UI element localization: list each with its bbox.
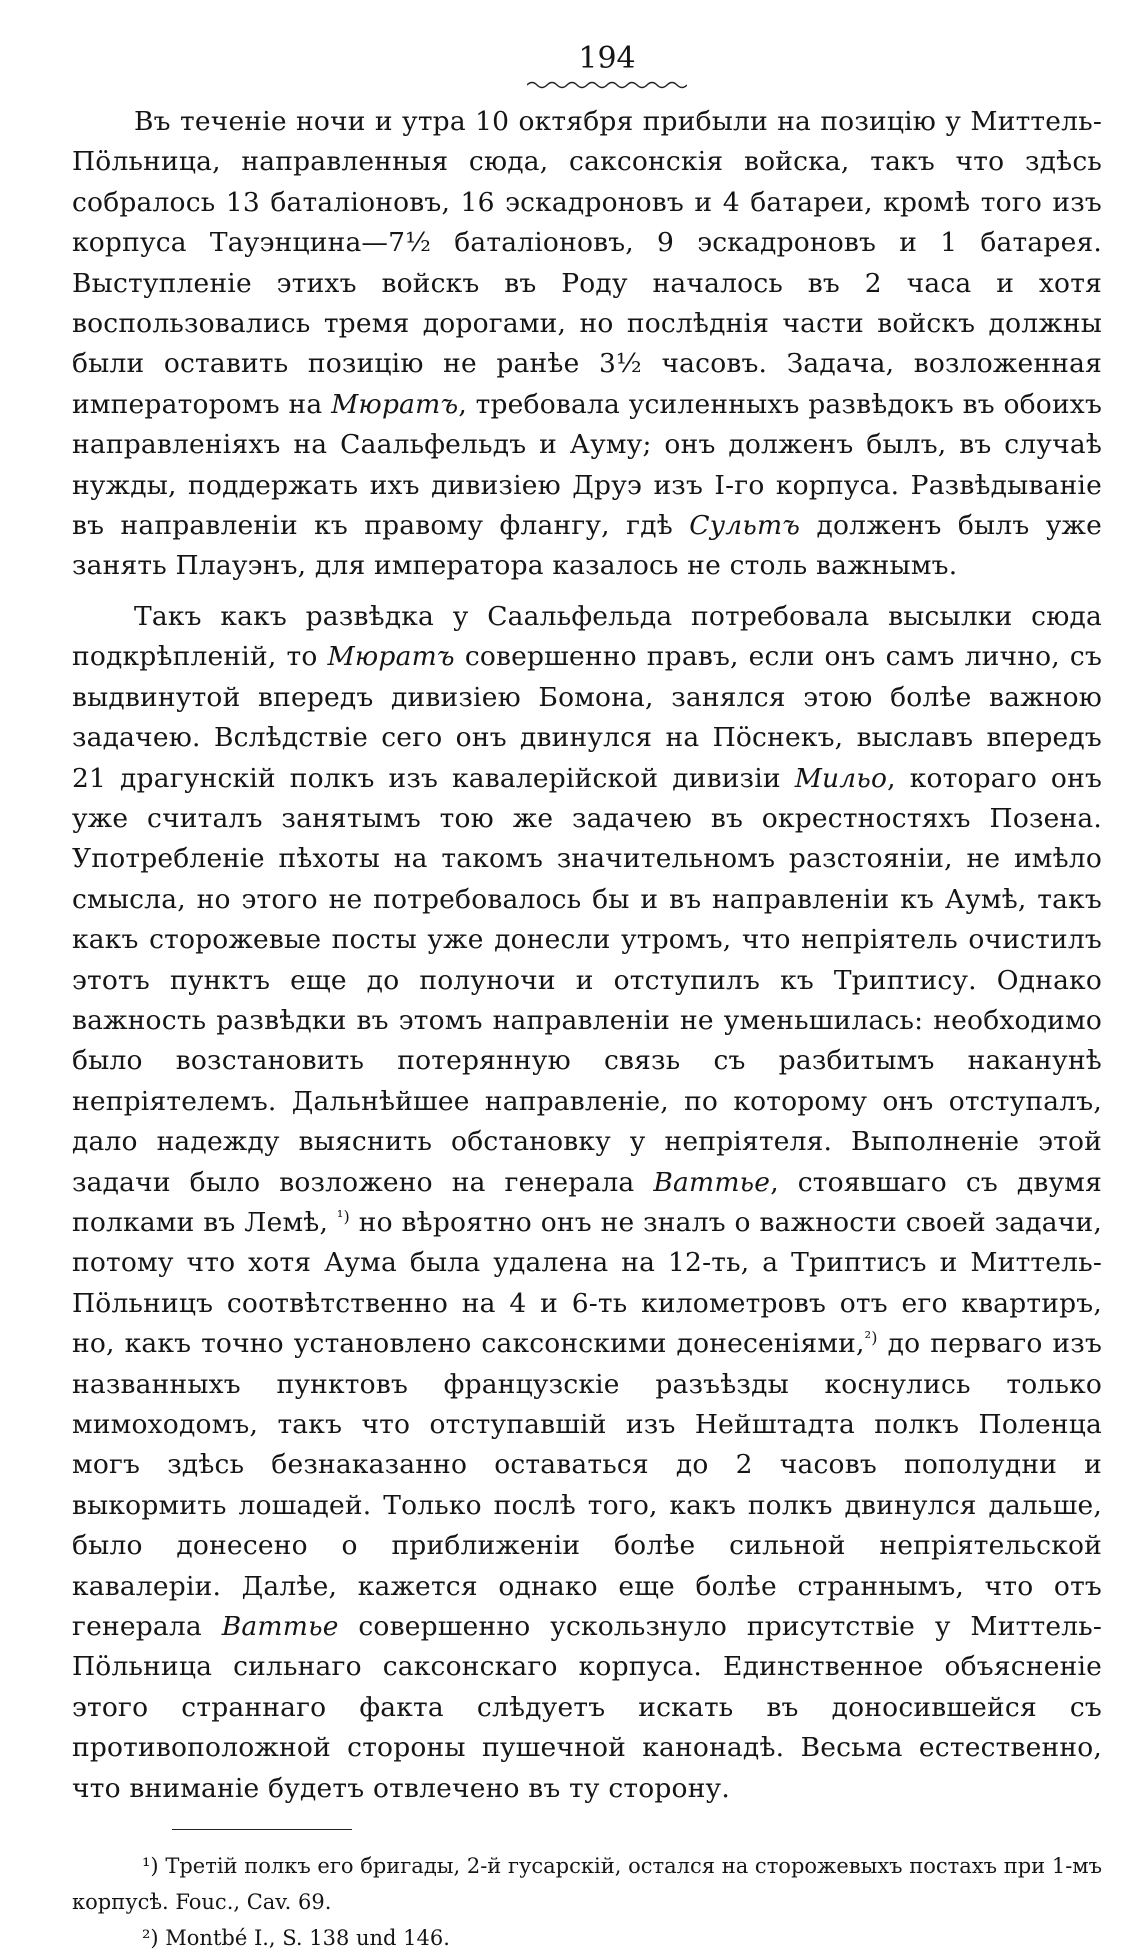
person-name: Мюратъ: [331, 388, 459, 420]
text-segment: , требовала усиленныхъ развѣдокъ въ обоихъ направленіяхъ на Саальфельдъ и Ауму; онъ долженъ былъ, въ случаѣ нужды, поддержать ихъ дивизіею Друэ изъ I-го корпуса. Развѣдываніе въ направленіи къ правому флангу, гдѣ: [72, 388, 1103, 542]
text-segment: Въ теченіе ночи и утра 10 октября прибыли на позицію у Миттель-Пöльница, направленныя сюда, саксонскія войска, такъ что здѣсь собралось 13 баталіоновъ, 16 эскадроновъ и 4 батареи, кромѣ того изъ корпуса Тауэнцина—7½ баталіоновъ, 9 эскадроновъ и 1 батарея. Выступленіе этихъ войскъ въ Роду началось въ 2 часа и хотя воспользовались тремя дорогами, но послѣднія части войскъ должны были оставить позицію не ранѣе 3½ часовъ. Задача, возложенная императоромъ на: [72, 106, 1102, 420]
footnote-ref-1: ¹): [336, 1206, 350, 1226]
wavy-ornament-icon: [527, 80, 687, 90]
text-segment: совершенно правъ, если онъ самъ лично, съ выдвинутой впередъ дивизіею Бомона, занялся этою болѣе важною задачею. Вслѣдствіе сего онъ двинулся на Пöснекъ, выславъ впередъ 21 драгунскій полкъ изъ кавалерійской дивизіи: [72, 641, 1103, 794]
book-page: [72, 40, 1102, 1956]
text-segment: Такъ какъ развѣдка у Саальфельда потребовала высылки сюда подкрѣпленій, то: [72, 600, 1102, 673]
person-name: Ваттье: [653, 1166, 771, 1198]
text-segment: до перваго изъ названныхъ пунктовъ французскіе разъѣзды коснулись только мимоходомъ, такъ что отступавшій изъ Нейштадта полкъ Поленца могъ здѣсь безнаказанно оставаться до 2 часовъ пополудни и выкормить лошадей. Только послѣ того, какъ полкъ двинулся дальше, было донесено о приближеніи болѣе сильной непріятельской кавалеріи. Далѣе, кажется однако еще болѣе страннымъ, что отъ генерала: [72, 1328, 1103, 1643]
footnote-ref-2: ²): [864, 1328, 878, 1348]
person-name: Мюратъ: [327, 641, 455, 673]
text-segment: но вѣроятно онъ не зналъ о важности своей задачи, потому что хотя Аума была удалена на 12-ть, а Триптисъ и Миттель-Пöльницъ соотвѣтственно на 4 и 6-ть километровъ отъ его квартиръ, но, какъ точно установлено саксонскими донесеніями,: [72, 1206, 1103, 1360]
footnote-1: ¹) Третій полкъ его бригады, 2-й гусарскій, остался на сторожевыхъ постахъ при 1-мъ корпусѣ. Fouc., Cav. 69.: [72, 1854, 1102, 1915]
text-segment: , котораго онъ уже считалъ занятымъ тою же задачею въ окрестностяхъ Позена. Употребленіе пѣхоты на такомъ значительномъ разстояніи, не имѣло смысла, но этого не потребовалось бы и въ направленіи къ Аумѣ, такъ какъ сторожевые посты уже донесли утромъ, что непріятель очистилъ этотъ пунктъ еще до полуночи и отступилъ къ Триптису. Однако важность развѣдки въ этомъ направленіи не уменьшилась: необходимо было возстановить потерянную связь съ разбитымъ наканунѣ непріятелемъ. Дальнѣйшее направленіе, по которому онъ отступалъ, дало надежду выяснить обстановку у непріятеля. Выполненіе этой задачи было возложено на генерала: [72, 762, 1103, 1198]
main-text: [72, 102, 1102, 1809]
person-name: Мильо: [794, 762, 888, 794]
footnotes: [72, 1848, 1102, 1956]
person-name: Сультъ: [689, 510, 801, 542]
text-segment: , стоявшаго съ двумя полками въ Лемѣ,: [72, 1166, 1102, 1238]
text-segment: совершенно ускользнуло присутствіе у Миттель-Пöльница сильнаго саксонскаго корпуса. Единственное объясненіе этого страннаго факта слѣдуетъ искать въ доносившейся съ противоположной стороны пушечной канонадѣ. Весьма естественно, что вниманіе будетъ отвлечено въ ту сторону.: [72, 1611, 1103, 1804]
footnote-divider: [172, 1829, 352, 1830]
text-segment: долженъ былъ уже занять Плауэнъ, для императора казалось не столь важнымъ.: [72, 510, 1102, 582]
paragraph-2: [72, 597, 1102, 1809]
person-name: Ваттье: [221, 1611, 339, 1643]
page-number: 194: [578, 41, 636, 76]
footnote-2: ²) Montbé I., S. 138 und 146.: [142, 1926, 450, 1951]
paragraph-1: [72, 102, 1102, 587]
